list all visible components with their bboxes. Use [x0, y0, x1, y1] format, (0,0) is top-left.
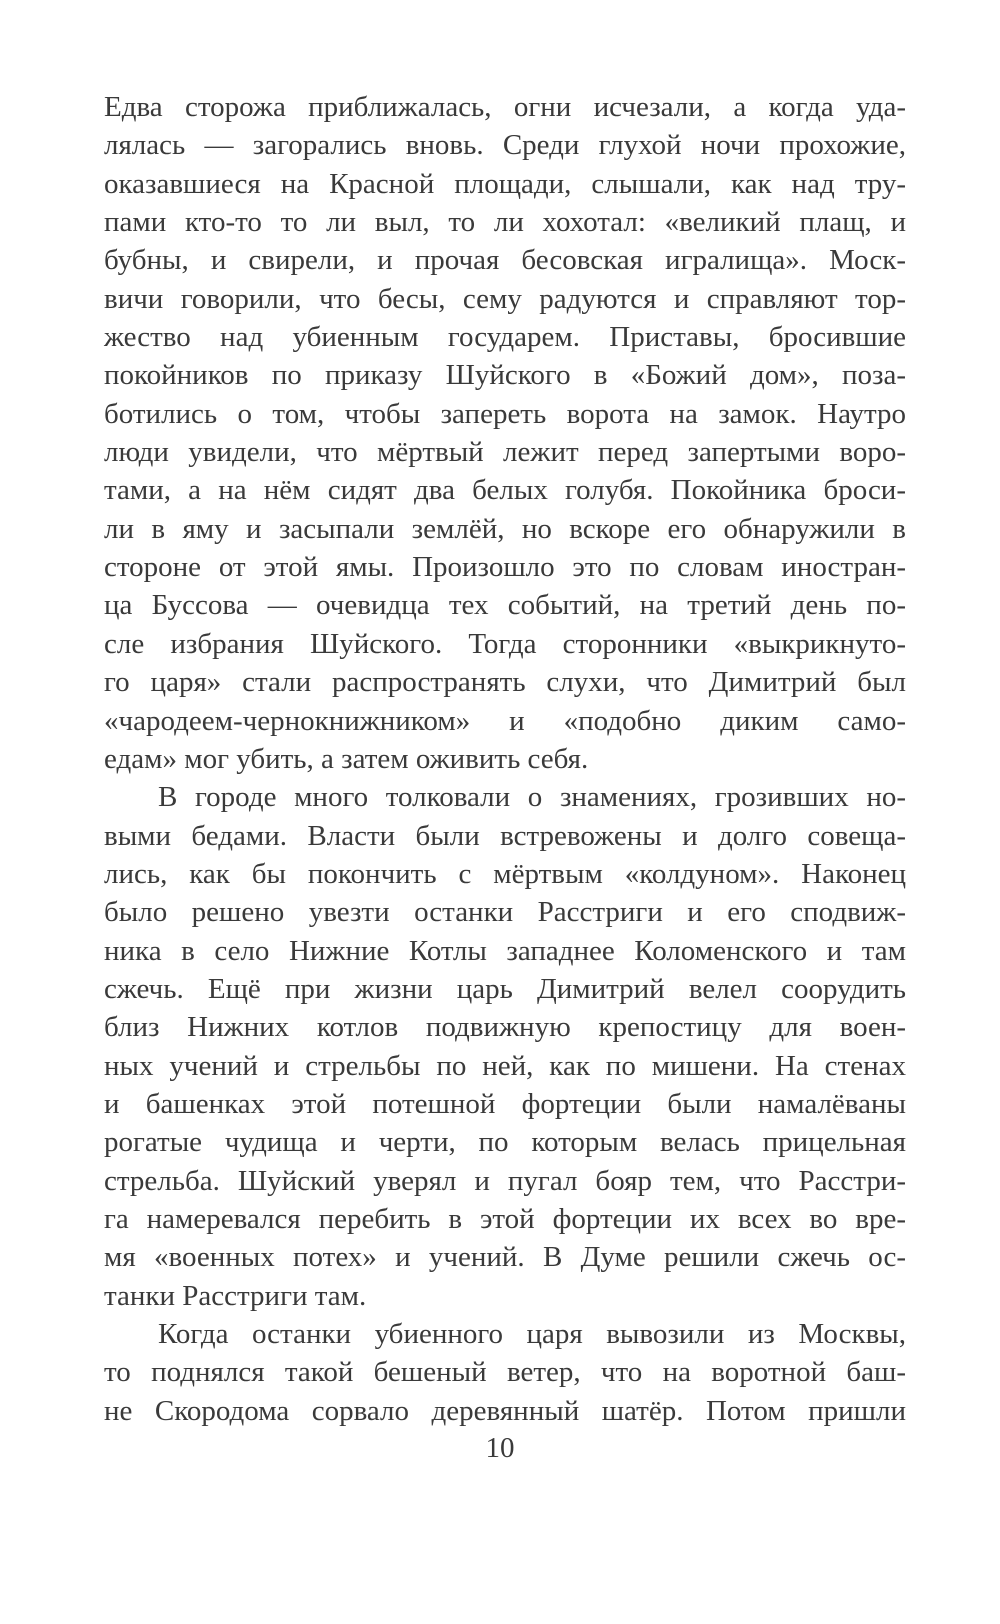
text-line: «чародеем-чернокнижником» и «подобно диким само- [104, 704, 906, 737]
text-line: люди увидели, что мёртвый лежит перед запертыми воро- [104, 436, 906, 469]
text-line: близ Нижних котлов подвижную крепостицу для воен- [104, 1011, 906, 1044]
text-line: едам» мог убить, а затем оживить себя. [104, 742, 589, 775]
text-line: вичи говорили, что бесы, сему радуются и справляют тор- [104, 282, 906, 315]
text-line: го царя» стали распространять слухи, что Димитрий был [104, 666, 906, 699]
text-line: Едва сторожа приближалась, огни исчезали, а когда уда- [104, 91, 906, 123]
text-line: ника в село Нижние Котлы западнее Коломенского и там [104, 934, 906, 967]
text-line: стороне от этой ямы. Произошло это по словам иностран- [104, 551, 906, 584]
text-line: танки Расстриги там. [104, 1279, 367, 1312]
text-line: было решено увезти останки Расстриги и его сподвиж- [104, 896, 906, 929]
text-line: стрельба. Шуйский уверял и пугал бояр тем, что Расстри- [104, 1164, 906, 1197]
text-line: покойников по приказу Шуйского в «Божий дом», поза- [104, 359, 906, 392]
text-line: тами, а на нём сидят два белых голубя. Покойника броси- [104, 474, 906, 507]
text-line: лись, как бы покончить с мёртвым «колдуном». Наконец [104, 857, 906, 890]
text-line: рогатые чудища и черти, по которым велась прицельная [104, 1126, 906, 1159]
text-line: В городе много толковали о знамениях, грозивших но- [158, 781, 906, 814]
text-line: жество над убиенным государем. Приставы, бросившие [104, 321, 906, 354]
body-text [104, 88, 906, 1430]
text-line: сле избрания Шуйского. Тогда сторонники «выкрикнуто- [104, 627, 906, 660]
text-line: бубны, и свирели, и прочая бесовская игралища». Моск- [104, 244, 906, 277]
text-line: выми бедами. Власти были встревожены и долго совеща- [104, 819, 906, 852]
text-line: ца Буссова — очевидца тех событий, на третий день по- [104, 589, 906, 622]
text-line: пами кто-то то ли выл, то ли хохотал: «великий плащ, и [104, 206, 906, 239]
text-line: ных учений и стрельбы по ней, как по мишени. На стенах [104, 1049, 906, 1082]
text-line: то поднялся такой бешеный ветер, что на воротной баш- [104, 1356, 906, 1389]
text-line: мя «военных потех» и учений. В Думе решили сжечь ос- [104, 1241, 906, 1274]
text-line: Когда останки убиенного царя вывозили из Москвы, [158, 1318, 906, 1350]
page-number: 10 [485, 1432, 515, 1464]
text-line: га намеревался перебить в этой фортеции их всех во вре- [104, 1202, 906, 1235]
text-line: лялась — загорались вновь. Среди глухой ночи прохожие, [104, 129, 906, 162]
text-line: оказавшиеся на Красной площади, слышали, как над тру- [104, 167, 906, 200]
text-line: ботились о том, чтобы запереть ворота на замок. Наутро [104, 397, 906, 430]
text-line: сжечь. Ещё при жизни царь Димитрий велел соорудить [104, 972, 906, 1005]
text-line: ли в яму и засыпали землёй, но вскоре его обнаружили в [104, 512, 906, 545]
text-line: и башенках этой потешной фортеции были намалёваны [104, 1087, 906, 1120]
text-line: не Скородома сорвало деревянный шатёр. Потом пришли [104, 1394, 906, 1427]
